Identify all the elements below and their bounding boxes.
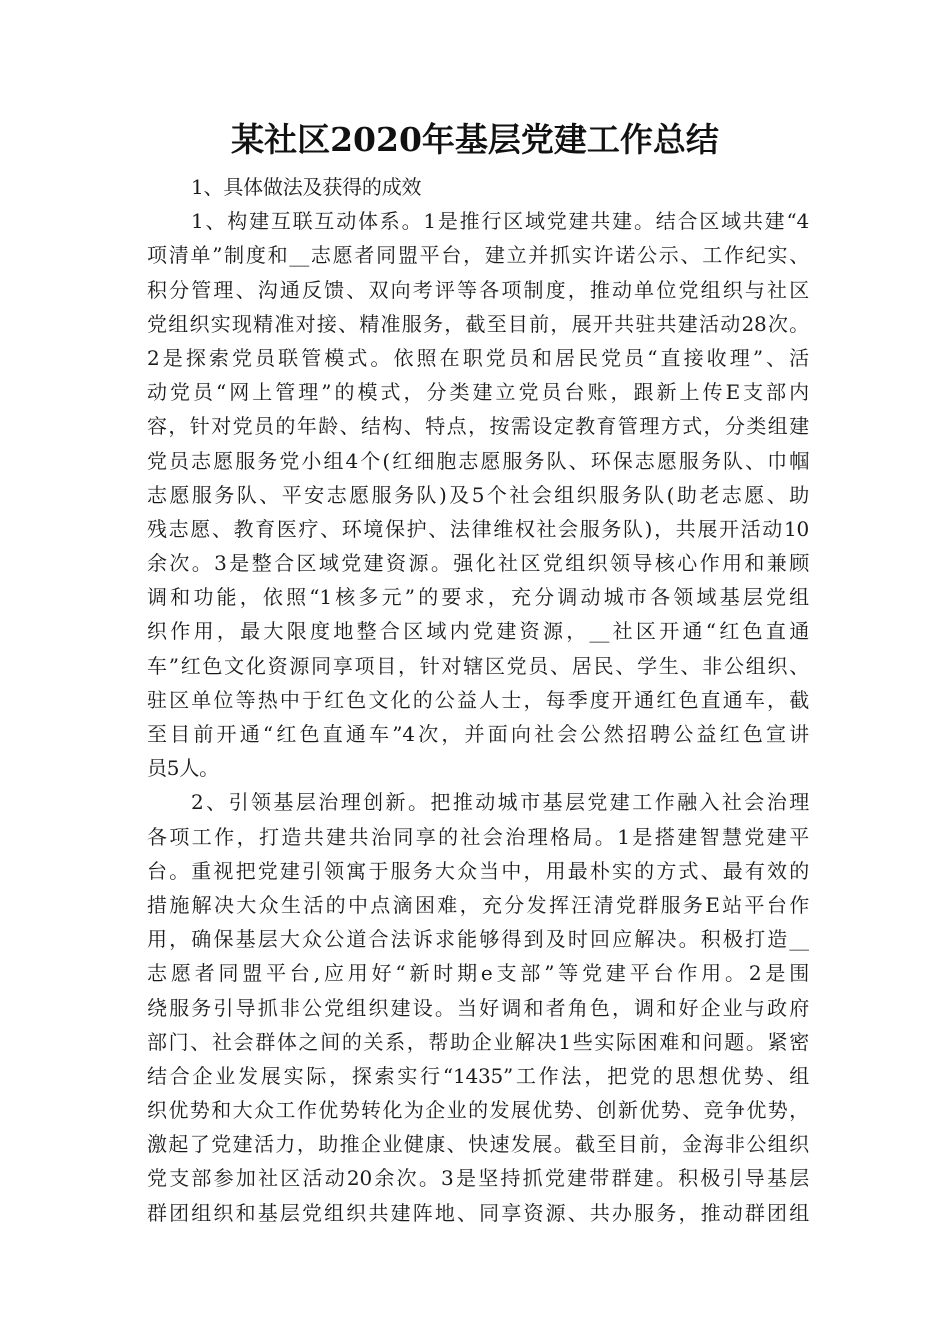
paragraph-line: 党组织实现精准对接、精准服务，截至目前，展开共驻共建活动28次。 (147, 311, 809, 336)
paragraph-line: 余次。3是整合区域党建资源。强化社区党组织领导核心作用和兼顾 (147, 551, 809, 576)
paragraph-line: 员5人。 (147, 756, 219, 781)
paragraph-line: 织优势和大众工作优势转化为企业的发展优势、创新优势、竞争优势， (147, 1098, 809, 1123)
paragraph-line: 2是探索党员联管模式。依照在职党员和居民党员“直接收理”、活 (147, 345, 809, 370)
paragraph-line: 台。重视把党建引领寓于服务大众当中，用最朴实的方式、最有效的 (147, 858, 809, 883)
document-title: 某社区2020年基层党建工作总结 (231, 120, 719, 159)
paragraph-line: 激起了党建活力，助推企业健康、快速发展。截至目前，金海非公组织 (147, 1132, 809, 1157)
paragraph-line: 志愿者同盟平台,应用好“新时期e支部”等党建平台作用。2是围 (147, 961, 809, 986)
paragraph-line: 党员志愿服务党小组4个(红细胞志愿服务队、环保志愿服务队、巾帼 (147, 448, 809, 473)
paragraph-line: 各项工作，打造共建共治同享的社会治理格局。1是搭建智慧党建平 (147, 824, 809, 849)
paragraph-line: 绕服务引导抓非公党组织建设。当好调和者角色，调和好企业与政府 (147, 995, 809, 1020)
paragraph-line: 1、构建互联互动体系。1是推行区域党建共建。结合区域共建“4 (191, 209, 809, 234)
paragraph-line: 织作用，最大限度地整合区域内党建资源，__社区开通“红色直通 (147, 619, 809, 644)
document-body (147, 170, 809, 1230)
paragraph-line: 志愿服务队、平安志愿服务队)及5个社会组织服务队(助老志愿、助 (147, 482, 809, 507)
paragraph-line: 动党员“网上管理”的模式，分类建立党员台账，跟新上传E支部内 (147, 380, 809, 405)
paragraph-line: 结合企业发展实际，探索实行“1435”工作法，把党的思想优势、组 (147, 1063, 809, 1088)
paragraph-line: 用，确保基层大众公道合法诉求能够得到及时回应解决。积极打造__ (147, 927, 809, 952)
paragraph-line: 群团组织和基层党组织共建阵地、同享资源、共办服务，推动群团组 (147, 1200, 809, 1225)
paragraph-line: 部门、社会群体之间的关系，帮助企业解决1些实际困难和问题。紧密 (147, 1029, 809, 1054)
paragraph-line: 2、引领基层治理创新。把推动城市基层党建工作融入社会治理 (191, 790, 809, 815)
paragraph-line: 容，针对党员的年龄、结构、特点，按需设定教育管理方式，分类组建 (147, 414, 809, 439)
section-heading: 1、具体做法及获得的成效 (191, 175, 422, 199)
paragraph-line: 残志愿、教育医疗、环境保护、法律维权社会服务队)，共展开活动10 (147, 516, 809, 541)
paragraph-line: 调和功能，依照“1核多元”的要求，充分调动城市各领域基层党组 (147, 585, 809, 610)
paragraph-line: 至目前开通“红色直通车”4次，并面向社会公然招聘公益红色宣讲 (147, 722, 809, 746)
paragraph-line: 驻区单位等热中于红色文化的公益人士，每季度开通红色直通车，截 (147, 687, 809, 712)
paragraph-line: 措施解决大众生活的中点滴困难，充分发挥汪清党群服务E站平台作 (147, 892, 809, 917)
paragraph-line: 党支部参加社区活动20余次。3是坚持抓党建带群建。积极引导基层 (147, 1166, 809, 1191)
paragraph-line: 积分管理、沟通反馈、双向考评等各项制度，推动单位党组织与社区 (147, 277, 809, 302)
paragraph-line: 车”红色文化资源同享项目，针对辖区党员、居民、学生、非公组织、 (147, 653, 809, 678)
paragraph-line: 项清单”制度和__志愿者同盟平台，建立并抓实许诺公示、工作纪实、 (147, 243, 809, 268)
